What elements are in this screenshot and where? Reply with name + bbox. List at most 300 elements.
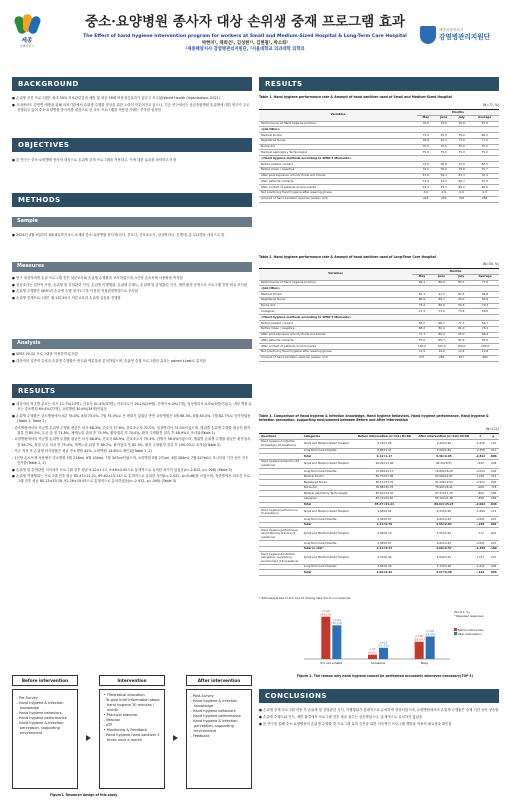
center-logo bbox=[420, 22, 502, 48]
figure2-caption: Figure 2. The reason why hand hygiene cannot be performed accurately whenever necessary(TOP 3) bbox=[297, 674, 473, 678]
cell-value: 75.0 bbox=[453, 144, 470, 150]
cell-value: Long-Term Care Hospital bbox=[302, 517, 354, 523]
bar-after bbox=[379, 648, 388, 659]
cell-value: 59.1 bbox=[435, 173, 453, 179]
cell-value: 4.66±0.43 bbox=[415, 541, 473, 547]
row-label: After post exposure of body fluids and bloods bbox=[259, 332, 412, 338]
bar-data-label: (11.7%) bbox=[377, 643, 390, 648]
cell-value: 100.0 bbox=[432, 344, 452, 350]
cell-value: 4.3 bbox=[470, 190, 499, 196]
fig1-after-item: - Feedback bbox=[190, 733, 210, 738]
row-label: Caregiver bbox=[259, 309, 412, 315]
legend-before-swatch bbox=[454, 628, 457, 631]
cell-value: 427 bbox=[451, 355, 471, 361]
cell-value: .046 bbox=[488, 502, 499, 508]
arrow-right-icon bbox=[86, 735, 91, 741]
cell-value: .284 bbox=[488, 496, 499, 502]
row-label: Before patient contact bbox=[259, 162, 417, 168]
background-text bbox=[12, 96, 252, 115]
cell-value: Long-Term Care Hospital bbox=[302, 541, 354, 547]
cell-value: 79.89±18.28 bbox=[415, 468, 473, 474]
table3-col-header: t bbox=[473, 434, 488, 440]
measures-item: ● 설문조사는 일반적 사항, 손위생 및 감염관련 지식, 손위생 이행행위, 손위생 수행도, 손위생 및 감염관련 인식, 제반 환경 운영으로 프로그램 전후 비교 조사함 bbox=[12, 282, 248, 287]
cell-value: Registered Nurse bbox=[302, 480, 354, 486]
cell-value: 4.48±0.62 bbox=[354, 508, 415, 517]
cell-value: 6.0 bbox=[453, 190, 470, 196]
results-item: ● 손위생 및 감염관련 지식에서 프로그램 전후 평균 9.12±1.17, 9.46±0.93으로 통계적으로 유의한 차이가 있었음(t=-2.812, p=.006) (Table 3) bbox=[12, 467, 233, 472]
poster-subtitle: The Effect of hand hygiene intervention program for workers at Small and Medium-Sized Hospital & Long-Term Care Hospital bbox=[83, 34, 407, 39]
cell-value: 4.51±0.72 bbox=[354, 546, 415, 552]
bar-data-label: n=20 bbox=[415, 634, 424, 639]
table3-col-header: p bbox=[488, 434, 499, 440]
fig1-before-item: - Hand hygiene & Infection knowledge bbox=[16, 701, 64, 710]
row-label: Registered Nurse bbox=[259, 297, 412, 303]
table3-col-header: Questions bbox=[259, 434, 302, 440]
cell-value: 27.3 bbox=[412, 309, 432, 315]
cell-value: 9.56±0.82 bbox=[415, 448, 473, 454]
cell-value: 79.3 bbox=[471, 303, 499, 309]
cell-value: 75.0 bbox=[412, 338, 432, 344]
cell-value: .213 bbox=[488, 474, 499, 480]
cell-value bbox=[259, 570, 302, 576]
cell-value: 307 bbox=[453, 196, 470, 202]
cell-value: 73.8 bbox=[451, 309, 471, 315]
legend-before-label: Before intervention bbox=[457, 628, 484, 633]
results-item: - 요양병원에서의 직군별 손위생 수행률 평균은 의사 86.8%, 간호사 88.9%, 간호조무사 79.3%, 간병사 56.0%이었으며, 행위별 손위생 수행률 평균은 환자접촉 전 64.7%, 청결 무균 처치 전 75.4%, 체액노출 위험 후 86.2%, 환자접촉 후 82.5%, 환자 주변환경 접촉 후 100.0%로 조사됨(Table 2) bbox=[12, 437, 251, 447]
figure2-n: (N=111, %) bbox=[454, 610, 470, 614]
cell-value: Small and Medium-Sized Hospital bbox=[302, 439, 354, 448]
conclusions-item: ● 손위생 수행도와 인식, 제반 환경에서 프로그램 전후 평균 점수는 상승하였으나, 통계적으로 유의하지 않았음 bbox=[259, 714, 423, 719]
analysis-item: ● 대상자의 일반적 특성과 손위생 수행률은 빈도와 백분율을 분석하였으며, 손위생 중재 프로그램의 효과는 paired t-test로 분석함 bbox=[12, 358, 206, 363]
table-row bbox=[259, 528, 499, 541]
cell-value: 68.3 bbox=[470, 133, 499, 139]
cell-value: Medical Doctor bbox=[302, 474, 354, 480]
cell-value: Long-Term Care Hospital bbox=[302, 564, 354, 570]
background-item: ● 손위생 증진 프로그램은 최대 50% 의료관련감염 예방 및 평균 16배 비용절감효과가 있다고 보고됨(World Health Organization, 2021) bbox=[12, 96, 221, 100]
cell-value: 66.7 bbox=[453, 179, 470, 185]
row-label: Performance of Hand hygiene practice bbox=[259, 280, 412, 286]
cell-value: 4.0 bbox=[435, 190, 453, 196]
results-heading-right: RESULTS bbox=[259, 77, 499, 91]
cell-value: 82.7 bbox=[451, 280, 471, 286]
cell-value: 80.13±33.76 bbox=[354, 480, 415, 486]
cell-value: Long-Term Care Hospital bbox=[302, 448, 354, 454]
results-item: - 1인당 손소독제 사용량은 중소병원 5월 218ml, 6월 250ml, 7월 307ml이었으며, 요양병원 5월 271ml, 6월 284ml, 7월 427ml로 모니터링 기간 동안 지속 증가함(Table 1, 2) bbox=[12, 455, 249, 466]
cell-value: 87.97±11.78 bbox=[415, 491, 473, 497]
row-label: <Hand hygiene methods according to WHO 5 Moments> bbox=[259, 156, 417, 162]
cell-value: 8.85±1.37 bbox=[354, 448, 415, 454]
methods-heading: METHODS bbox=[12, 193, 252, 207]
table-row bbox=[259, 552, 499, 565]
row-label: After post exposure of body fluids and bloods bbox=[259, 173, 417, 179]
bar-after bbox=[332, 625, 341, 659]
row-label: Medical Doctor bbox=[259, 292, 412, 298]
table-row bbox=[259, 459, 499, 468]
poster-affiliation: ¹세종해양지사 감염병관리지원단, ²서울대학교 의과대학 의학과 bbox=[185, 47, 305, 52]
cell-value: 68.3 bbox=[412, 280, 432, 286]
bar-data-label: n=49 bbox=[321, 609, 330, 614]
cell-value: 4.58±0.40 bbox=[354, 564, 415, 570]
cell-value: -1.611 bbox=[473, 564, 488, 570]
row-label: After patients contacts bbox=[259, 179, 417, 185]
cell-value: Small and Medium-Sized Hospital bbox=[302, 459, 354, 468]
fig1-intervention-item: - Vewclox bbox=[103, 717, 121, 722]
fig1-after-item: - Hand hygiene & Infection knowledge bbox=[190, 699, 238, 708]
cell-value: Total bbox=[302, 570, 354, 576]
row-label: <Hand hygiene methods according to WHO 5 Moments> bbox=[259, 315, 412, 321]
cell-value: 77.3 bbox=[451, 321, 471, 327]
cell-value: 55.0 bbox=[435, 133, 453, 139]
cell-value: -.717 bbox=[473, 528, 488, 541]
cell-value: 100.0 bbox=[471, 344, 499, 350]
cell-value: Total bbox=[302, 522, 354, 528]
cell-value: 11.9 bbox=[412, 349, 432, 355]
cell-value: Caregiver bbox=[302, 496, 354, 502]
fig1-intervention-item: - To give brief information about hand hygiene 30 minutes / month bbox=[103, 698, 160, 712]
cell-value: 3.0 bbox=[417, 190, 435, 196]
logo-left-name: 세종 bbox=[21, 38, 33, 44]
cell-value: 76.4 bbox=[470, 173, 499, 179]
cell-value: Nurse Aid bbox=[302, 485, 354, 491]
cell-value: 4.67±0.48 bbox=[415, 570, 473, 576]
cell-value: 4.64±0.52 bbox=[415, 552, 473, 565]
cell-value: 302 bbox=[471, 355, 499, 361]
cell-value: 75.0 bbox=[453, 121, 470, 127]
cell-value: 96.24±8.57 bbox=[415, 459, 473, 468]
cell-value: -1.699 bbox=[473, 508, 488, 517]
table1-col-header: July bbox=[453, 115, 470, 121]
cell-value: 71.0 bbox=[417, 179, 435, 185]
fig1-before-item: - Hand hygiene performance bbox=[16, 716, 67, 721]
row-label: <Job titles> bbox=[259, 286, 412, 292]
fig1-after-item: - Hand hygiene performance bbox=[190, 714, 241, 719]
cell-value: 19.0 bbox=[432, 349, 452, 355]
cell-value: 79.0 bbox=[417, 167, 435, 173]
cell-value: 77.3 bbox=[412, 332, 432, 338]
fig1-before-item: - Hand hygiene & Infection perception, supporting environment bbox=[16, 721, 64, 735]
analysis-heading: Analysis bbox=[12, 339, 252, 349]
row-label: Performance of Hand hygiene practice bbox=[259, 121, 417, 127]
cell-value: -2.022 bbox=[473, 502, 488, 508]
bar-data-label: (4.5%) bbox=[367, 650, 378, 655]
cell-value: -2.061 bbox=[473, 517, 488, 523]
cell-value: 77.0 bbox=[471, 280, 499, 286]
cell-value: 56.0 bbox=[471, 309, 499, 315]
figure1-caption: Figure1. Research design of this study bbox=[50, 793, 118, 797]
bar-data-label: n=26 bbox=[426, 629, 435, 634]
results-item: ● 손위생 이행행위는 프로그램 전후 평균 85.47±21.21, 89.62±15.23으로 통계적으로 유의한 차이(t=-2.022, p=0.46)를 보였으며, 직종별에서 대조간 프로그램 전후 평균 80.13±33.76, 92.26±19.93으로 통계적으로 유의하였음(t=-2.922, p=.005) (Table 3) bbox=[12, 474, 251, 484]
cell-value: 95.0 bbox=[451, 332, 471, 338]
cell-value: .121 bbox=[488, 508, 499, 517]
table3-col-header: Before intervention (n=111) M±SD bbox=[354, 434, 415, 440]
row-label: <Job titles> bbox=[259, 127, 417, 133]
results-item: - 직군 적용 후 손위생 이사행률은 평균 종소병원 42%, 요양병원 14.8%로 확인됨(Table 1, 2) bbox=[12, 449, 152, 454]
sample-item: ● 2024년 4월 9일부터 8월 8일까지 5시 소재의 중소·요양병원 종사자(의사, 간호사, 간호조무사, 임상병리사, 간병사) 총 111명을 대상으로 함 bbox=[12, 233, 225, 237]
table-row bbox=[259, 196, 499, 202]
cell-value: 4.66±0.42 bbox=[354, 570, 415, 576]
cell-value: 4.36±0.87 bbox=[354, 517, 415, 523]
fig1-after-item: - Hand hygiene behaviors bbox=[190, 708, 236, 713]
cell-value: 4.55±0.84 bbox=[415, 522, 473, 528]
table2-head-months: Months bbox=[412, 269, 499, 275]
cell-value: Total (n=99)* bbox=[302, 546, 354, 552]
fig1-before-item: - Hand hygiene behaviors bbox=[16, 710, 62, 715]
x-tick-label: It's not a habit bbox=[320, 661, 343, 665]
table2 bbox=[259, 268, 499, 362]
cell-value: .006 bbox=[488, 454, 499, 460]
objectives-item: ● 본 연구는 중소·요양병원 종사자 대상으로 손위생 중재 프로그램을 적용하고, 이에 대한 효과를 파악하고자 함 bbox=[12, 158, 177, 162]
table2-col-header: May bbox=[412, 274, 432, 280]
sample-heading: Sample bbox=[12, 217, 252, 227]
cell-value: 84.6 bbox=[451, 303, 471, 309]
cell-value: .898 bbox=[488, 570, 499, 576]
cell-value: 4.73±0.38 bbox=[415, 564, 473, 570]
cell-value: 70.0 bbox=[470, 179, 499, 185]
legend-after-swatch bbox=[454, 632, 457, 635]
cell-value: Small and Medium-Sized Hospital bbox=[302, 508, 354, 517]
cell-value: .566 bbox=[488, 491, 499, 497]
cell-value: 9.12±1.17 bbox=[354, 454, 415, 460]
table-row bbox=[259, 508, 499, 517]
results-heading-left: RESULTS bbox=[12, 384, 252, 398]
bar-data-label: n=13 bbox=[379, 640, 388, 645]
figure2-legend bbox=[454, 610, 504, 636]
cell-value: 75.0 bbox=[435, 144, 453, 150]
fig1-before-head: Before intervention bbox=[12, 675, 78, 686]
fig1-intervention-box bbox=[99, 689, 165, 789]
cell-value: 83.3 bbox=[453, 173, 470, 179]
fig1-intervention-item: • Monitoring & Feedback bbox=[103, 727, 148, 732]
cell-value: 86.9 bbox=[471, 297, 499, 303]
cell-value: .005 bbox=[488, 480, 499, 486]
cell-value: .095 bbox=[488, 564, 499, 570]
cell-value: 218 bbox=[417, 196, 435, 202]
cell-value: 9.42±0.99 bbox=[415, 439, 473, 448]
analysis-text bbox=[12, 352, 252, 365]
cell-value: 33.3 bbox=[417, 185, 435, 191]
bar-data-label: n=39 bbox=[332, 617, 341, 622]
sejong-city-logo bbox=[5, 14, 49, 56]
table1-col-header: May bbox=[417, 115, 435, 121]
cell-value: 85.7 bbox=[432, 338, 452, 344]
cell-value: 1.016 bbox=[473, 474, 488, 480]
table2-col-header: June bbox=[432, 274, 452, 280]
cell-value: 33.3 bbox=[435, 185, 453, 191]
bar-before bbox=[368, 655, 377, 659]
cell-value: Hand hygiene behaviors (29 questions) bbox=[259, 459, 302, 468]
bar-data-label: (35.1%) bbox=[331, 621, 343, 626]
cell-value: 77.6 bbox=[470, 138, 499, 144]
cell-value: .180 bbox=[488, 546, 499, 552]
cell-value: 72.2 bbox=[435, 179, 453, 185]
cell-value: 258 bbox=[470, 196, 499, 202]
cell-value: 73.0 bbox=[453, 138, 470, 144]
cell-value: 4.55±0.59 bbox=[415, 528, 473, 541]
measures-item: ● 손위생 수행률은 WHO의 손위생 수행 평가도구를 이용한 직접관찰방법으로 조사함 bbox=[12, 289, 139, 294]
cell-value: .607 bbox=[488, 528, 499, 541]
cell-value: -2.061 bbox=[473, 541, 488, 547]
row-label: Nurse Aid bbox=[259, 303, 412, 309]
row-label: After contact of patients environments bbox=[259, 344, 412, 350]
cell-value: 85.47±21.21 bbox=[354, 502, 415, 508]
cell-value: 80.0 bbox=[432, 303, 452, 309]
bar-data-label: (23.4%) bbox=[424, 632, 436, 637]
table1 bbox=[259, 109, 499, 203]
cell-value: 86.8 bbox=[471, 292, 499, 298]
cell-value: 78.88±30.78 bbox=[354, 485, 415, 491]
cell-value: Small and Medium-Sized Hospital bbox=[302, 528, 354, 541]
cell-value: 75.0 bbox=[453, 133, 470, 139]
cell-value: 91.7 bbox=[432, 292, 452, 298]
logo-right-name: 감염병관리지원단 bbox=[439, 33, 490, 42]
cell-value: -1.349 bbox=[473, 546, 488, 552]
measures-item: ● 연구 대상자에게 손위 프로그램 전후 설문조사와 손위생 수행률을 조사하였으며, 1인당 손소독제 사용량을 측정함 bbox=[12, 276, 183, 280]
cell-value: -.192 bbox=[473, 570, 488, 576]
bar-data-label: n=5 bbox=[369, 647, 376, 652]
cell-value: 50.0 bbox=[412, 321, 432, 327]
bar-before bbox=[321, 617, 330, 659]
cell-value: 4.44±0.70 bbox=[354, 522, 415, 528]
cell-value: 63.06±14.87 bbox=[415, 474, 473, 480]
cell-value: 70.96±24.17 bbox=[354, 468, 415, 474]
results-item: ● 손위생 수행률은 중소병원에서 5분 76.0%, 6월 75.0%, 7월 75.0%로 큰 변화가 없었던 반면 요양병원은 5월 68.3%, 6월 80.0%, 7월 82.7%로 증가하였음(Table 1, Table 2) bbox=[12, 413, 251, 424]
table2-head-var: Variables bbox=[259, 269, 412, 281]
row-label: After contact of patients environments bbox=[259, 185, 417, 191]
fig1-before-box bbox=[12, 689, 78, 789]
cell-value: 70.0 bbox=[435, 167, 453, 173]
fig1-after-box bbox=[186, 689, 252, 789]
row-label: Amount of hand sanitizer used per person (ml) bbox=[259, 196, 417, 202]
conclusions-item: ● 본 연구를 통해 중소·요양병원의 손위생 수행률 및 프로그램 효과 증진을 위한 지속적인 프로그램 개발과 적용의 필요성을 확인함 bbox=[259, 721, 452, 726]
cell-value: 4.66±0.43 bbox=[415, 517, 473, 523]
table-row bbox=[259, 355, 499, 361]
conclusions-item: ● 손위생 중재 프로그램 적용 후 손위생 및 감염관련 지식, 이행행위가 통계적으로 유의하게 향상되었으며, 요양병원에서의 손위생 수행률은 중재 기간 동안 상승함 bbox=[259, 708, 499, 712]
measures-heading: Measures bbox=[12, 262, 252, 272]
cell-value: .661 bbox=[488, 522, 499, 528]
objectives-heading: OBJECTIVES bbox=[12, 138, 252, 152]
cell-value: Hand hygiene performance (5 questions) bbox=[259, 508, 302, 517]
cell-value: 75.7 bbox=[470, 167, 499, 173]
cell-value: 48.9 bbox=[470, 185, 499, 191]
cell-value: 85.4 bbox=[432, 332, 452, 338]
cell-value: 284 bbox=[432, 355, 452, 361]
cell-value: -2.054 bbox=[473, 468, 488, 474]
cell-value: Long-Term Care Hospital bbox=[302, 468, 354, 474]
cell-value: 73.2 bbox=[412, 303, 432, 309]
cell-value: 90.8 bbox=[435, 162, 453, 168]
table3-note: * Total sample size of 111, but 15 missing data due to non-response bbox=[259, 596, 351, 600]
cell-value: 79.0 bbox=[417, 162, 435, 168]
cell-value: 4.38±0.87 bbox=[354, 541, 415, 547]
cell-value: -1.616 bbox=[473, 439, 488, 448]
x-tick-label: Someone bbox=[370, 661, 386, 665]
cell-value: 4.38±0.70 bbox=[354, 528, 415, 541]
logo-left-sub: 특별자치시 bbox=[19, 44, 35, 49]
table2-caption: Table 2. Hand hygiene performance rate & Amount of hand sanitizer used of Long-Term Care Hospital bbox=[259, 255, 436, 259]
bar-data-label: (44.1%) bbox=[320, 612, 332, 617]
cell-value: 89.7 bbox=[432, 297, 452, 303]
cell-value: 72.0 bbox=[453, 162, 470, 168]
cell-value: .007 bbox=[488, 517, 499, 523]
table2-col-header: Average bbox=[471, 274, 499, 280]
cell-value: -.858 bbox=[473, 496, 488, 502]
cell-value: 82.73±20.60 bbox=[354, 496, 415, 502]
cell-value: 9.19±1.08 bbox=[354, 439, 415, 448]
fig1-intervention-head: Intervention bbox=[99, 675, 165, 686]
poster-authors: 박현미¹, 채희선¹, 김성현¹², 김현철¹, 박소희¹ bbox=[201, 41, 289, 46]
cell-value: 90.0 bbox=[451, 297, 471, 303]
cell-value: -.008 bbox=[473, 485, 488, 491]
cell-value: 250 bbox=[435, 196, 453, 202]
cell-value: 100.0 bbox=[451, 344, 471, 350]
cell-value: 80.40±14.02 bbox=[354, 491, 415, 497]
fig1-after-item: - Post-Survey bbox=[190, 694, 214, 698]
bar-before bbox=[415, 642, 424, 659]
conclusions-heading: CONCLUSIONS bbox=[259, 689, 499, 703]
table1-n: (N=77, %) bbox=[482, 103, 499, 107]
cell-value: 75.0 bbox=[417, 144, 435, 150]
cell-value: 68.2 bbox=[412, 326, 432, 332]
logo-right-small: 세종특별자치시 bbox=[439, 28, 464, 33]
cell-value: Total bbox=[302, 502, 354, 508]
cell-value: 271 bbox=[412, 355, 432, 361]
cell-value: 75.0 bbox=[470, 144, 499, 150]
cell-value: 9.46±0.93 bbox=[415, 454, 473, 460]
cell-value: 75.0 bbox=[470, 150, 499, 156]
cell-value: Medical Laboratory Technologist bbox=[302, 491, 354, 497]
cell-value: 76.4 bbox=[471, 326, 499, 332]
table1-col-header: June bbox=[435, 115, 453, 121]
sample-text bbox=[12, 233, 252, 240]
cell-value: 75.0 bbox=[417, 133, 435, 139]
sejong-logo-icon bbox=[14, 14, 40, 36]
table3-n: (N=111) bbox=[485, 427, 499, 431]
cell-value: 80.0 bbox=[432, 280, 452, 286]
cell-value: 4.70±0.40 bbox=[354, 552, 415, 565]
fig1-intervention-item: - Hand hygiene,hand sanitizer 3 times once a month bbox=[103, 733, 160, 742]
bar-after bbox=[426, 637, 435, 659]
row-label: Medical Doctor bbox=[259, 133, 417, 139]
cell-value: Hand hygiene & Infection knowledge (10 questions) bbox=[259, 439, 302, 448]
cell-value: 78.96±26.91 bbox=[415, 485, 473, 491]
cell-value: 14.8 bbox=[471, 349, 499, 355]
row-label: Registered Nurse bbox=[259, 138, 417, 144]
table3-caption: Table 3. Comparison of Hand hygiene & Infection knowledge, Hand hygiene behaviors, Hand hygiene performance, Hand hygiene & Infection perception, supporting environment between Before and After intervention bbox=[259, 414, 489, 423]
cell-value: 100.0 bbox=[412, 344, 432, 350]
cell-value: -2.358 bbox=[473, 448, 488, 454]
table1-head-months: Months bbox=[417, 110, 499, 116]
cell-value: 80.9 bbox=[412, 297, 432, 303]
row-label: Not practicing Hand hygiene after wearing gloves bbox=[259, 190, 417, 196]
table2-col-header: July bbox=[451, 274, 471, 280]
cell-value: Small and Medium-Sized Hospital bbox=[302, 552, 354, 565]
cell-value: 80.0 bbox=[453, 185, 470, 191]
row-label: Not practicing Hand hygiene after wearing gloves bbox=[259, 349, 412, 355]
cell-value: 76.0 bbox=[417, 121, 435, 127]
cell-value: 66.7 bbox=[432, 321, 452, 327]
cell-value: 87.5 bbox=[451, 292, 471, 298]
cell-value: 82.5 bbox=[471, 338, 499, 344]
table3 bbox=[259, 433, 499, 576]
results-item: ● 대상자의 직군별 분포는 의사 11.7%(13명), 간호사 51.4%(57명), 간호조무사 26.1%(29명), 간병사 6.3%(7명), 임상병리사 4.5%(5명)이었고, 대상 병원 분포는 중소병원 69.4%(77명), 요양병원 30.6%(34명)이었음 bbox=[12, 402, 252, 412]
cell-value: -.198 bbox=[473, 522, 488, 528]
fig1-intervention-item: - ATP bbox=[103, 722, 113, 727]
table1-col-header: Average bbox=[470, 115, 499, 121]
cell-value: 67.0 bbox=[417, 173, 435, 179]
fig1-after-head: After intervention bbox=[186, 675, 252, 686]
cell-value: -2.922 bbox=[473, 480, 488, 486]
results-text bbox=[12, 402, 252, 486]
